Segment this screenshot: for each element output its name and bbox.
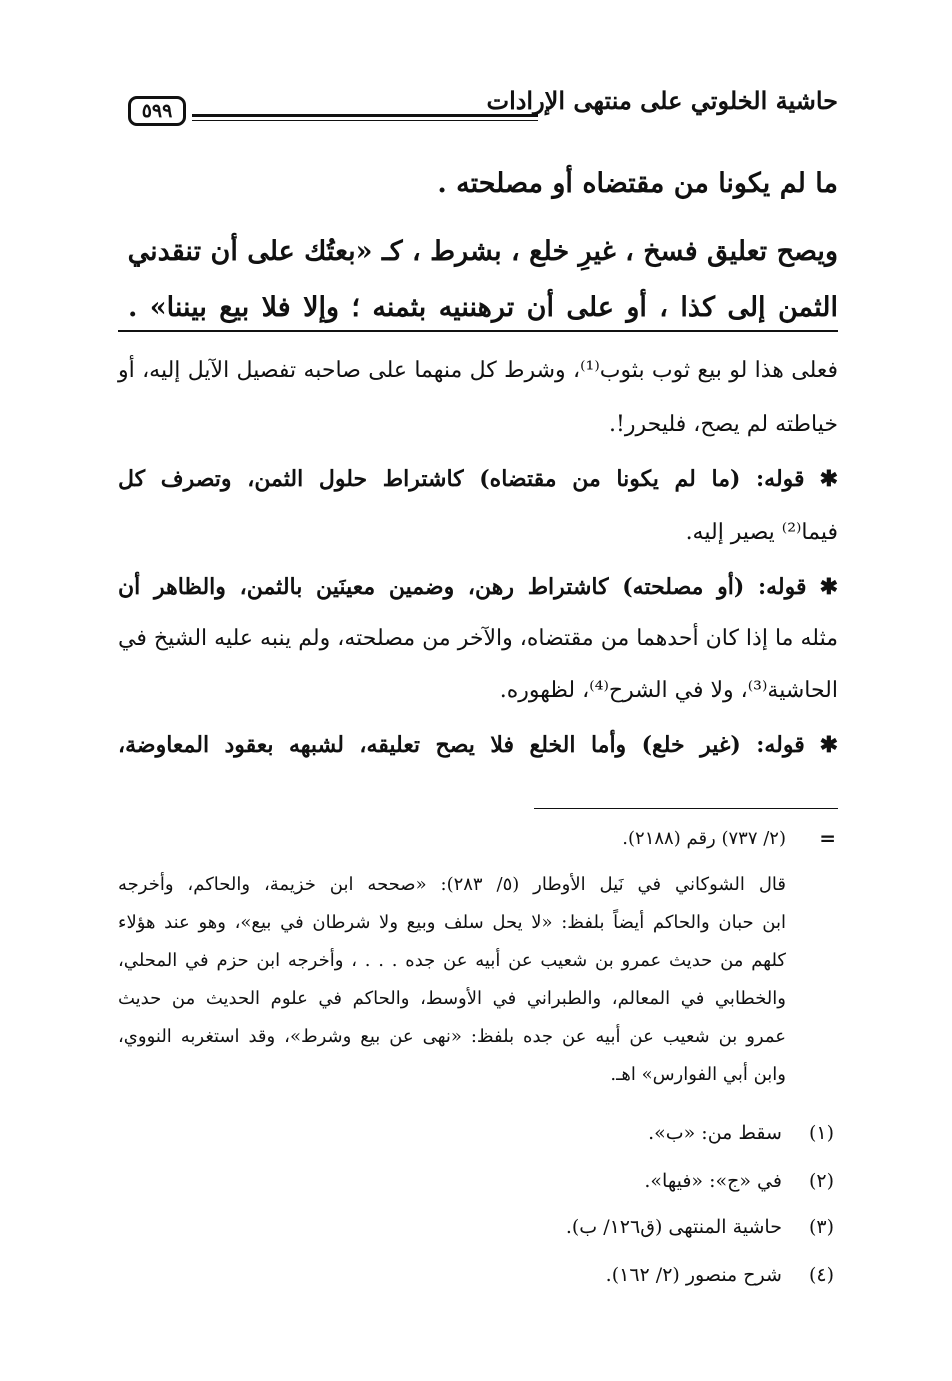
footnote-line: (٢/ ٧٣٧) رقم (٢١٨٨). xyxy=(622,828,786,849)
header-rule-thin xyxy=(192,120,538,121)
commentary-line: الحاشية⁽³⁾، ولا في الشرح⁽⁴⁾، لظهوره. xyxy=(499,678,838,703)
commentary-line: مثله ما إذا كان أحدهما من مقتضاه، والآخر من مصلحته، ولم ينبه عليه الشيخ في xyxy=(118,626,838,651)
footnote-text: شرح منصور (٢/ ١٦٢). xyxy=(605,1264,782,1286)
text-separator xyxy=(118,330,838,332)
commentary-text: قوله: (ما لم يكونا من مقتضاه) كاشتراط حلول الثمن، وتصرف كل xyxy=(118,466,805,492)
main-line: ويصح تعليق فسخ ، غيرِ خلع ، بشرط ، كـ «بعتُك على أن تنقدني xyxy=(127,236,838,267)
running-title: حاشية الخلوتي على منتهى الإرادات xyxy=(486,86,838,115)
bullet-icon: ✱ xyxy=(819,732,838,758)
footnote-item xyxy=(644,1170,834,1192)
footnote-line: قال الشوكاني في نَيل الأوطار (٥/ ٢٨٣): «صححه ابن خزيمة، والحاكم، وأخرجه xyxy=(118,874,786,895)
header-rule xyxy=(192,114,538,117)
commentary-text: قوله: (أو مصلحته) كاشتراط رهن، وضمين معينَين بالثمن، والظاهر أن xyxy=(118,574,807,600)
footnote-text: سقط من: «ب». xyxy=(648,1122,782,1144)
main-line: ما لم يكونا من مقتضاه أو مصلحته . xyxy=(437,168,838,199)
commentary-line: خياطته لم يصح، فليحرر!. xyxy=(609,412,838,437)
commentary-line xyxy=(118,574,838,600)
footnote-text: في «ج»: «فيها». xyxy=(644,1170,782,1192)
footnote-line: وابن أبي الفوارس» اهـ. xyxy=(610,1064,786,1085)
footnote-rule xyxy=(534,808,838,809)
footnote-line: عمرو بن شعيب عن أبيه عن جده بلفظ: «نهى عن بيع وشرط»، وقد استغربه النووي، xyxy=(118,1026,786,1047)
footnote-line: والخطابي في المعالم، والطبراني في الأوسط، والحاكم في علوم الحديث من حديث xyxy=(118,988,786,1009)
bullet-icon: ✱ xyxy=(819,574,838,600)
commentary-text: قوله: (غير خلع) وأما الخلع فلا يصح تعليقه، لشبهه بعقود المعاوضة، xyxy=(118,732,805,758)
commentary-line: فيما⁽²⁾ يصير إليه. xyxy=(685,520,838,545)
bullet-icon: ✱ xyxy=(819,466,838,492)
main-line: الثمن إلى كذا ، أو على أن ترهننيه بثمنه ؛ وإلا فلا بيع بيننا» . xyxy=(128,292,838,323)
footnote-line: ابن حبان والحاكم أيضاً بلفظ: «لا يحل سلف وبيع ولا شرطان في بيع»، وهو عند هؤلاء xyxy=(118,912,786,933)
page-number: ٥٩٩ xyxy=(128,96,186,126)
commentary-line xyxy=(118,732,838,758)
commentary-line xyxy=(118,466,838,492)
footnote-line: كلهم من حديث عمرو بن شعيب عن أبيه عن جده . . . ، وأخرجه ابن حزم في المحلي، xyxy=(118,950,786,971)
commentary-line: فعلى هذا لو بيع ثوب بثوب⁽¹⁾، وشرط كل منهما على صاحبه تفصيل الآيل إليه، أو xyxy=(118,358,838,383)
footnote-item xyxy=(606,1264,834,1286)
footnote-number: (٣) xyxy=(808,1216,834,1238)
footnote-number: (١) xyxy=(808,1122,834,1144)
footnote-continuation-marker: = xyxy=(819,826,836,850)
footnote-text: حاشية المنتهى (ق١٢٦/ ب). xyxy=(565,1216,782,1238)
footnote-item xyxy=(648,1122,834,1144)
footnote-number: (٢) xyxy=(808,1170,834,1192)
page-header xyxy=(128,80,838,130)
footnote-item xyxy=(566,1216,834,1238)
footnote-number: (٤) xyxy=(808,1264,834,1286)
